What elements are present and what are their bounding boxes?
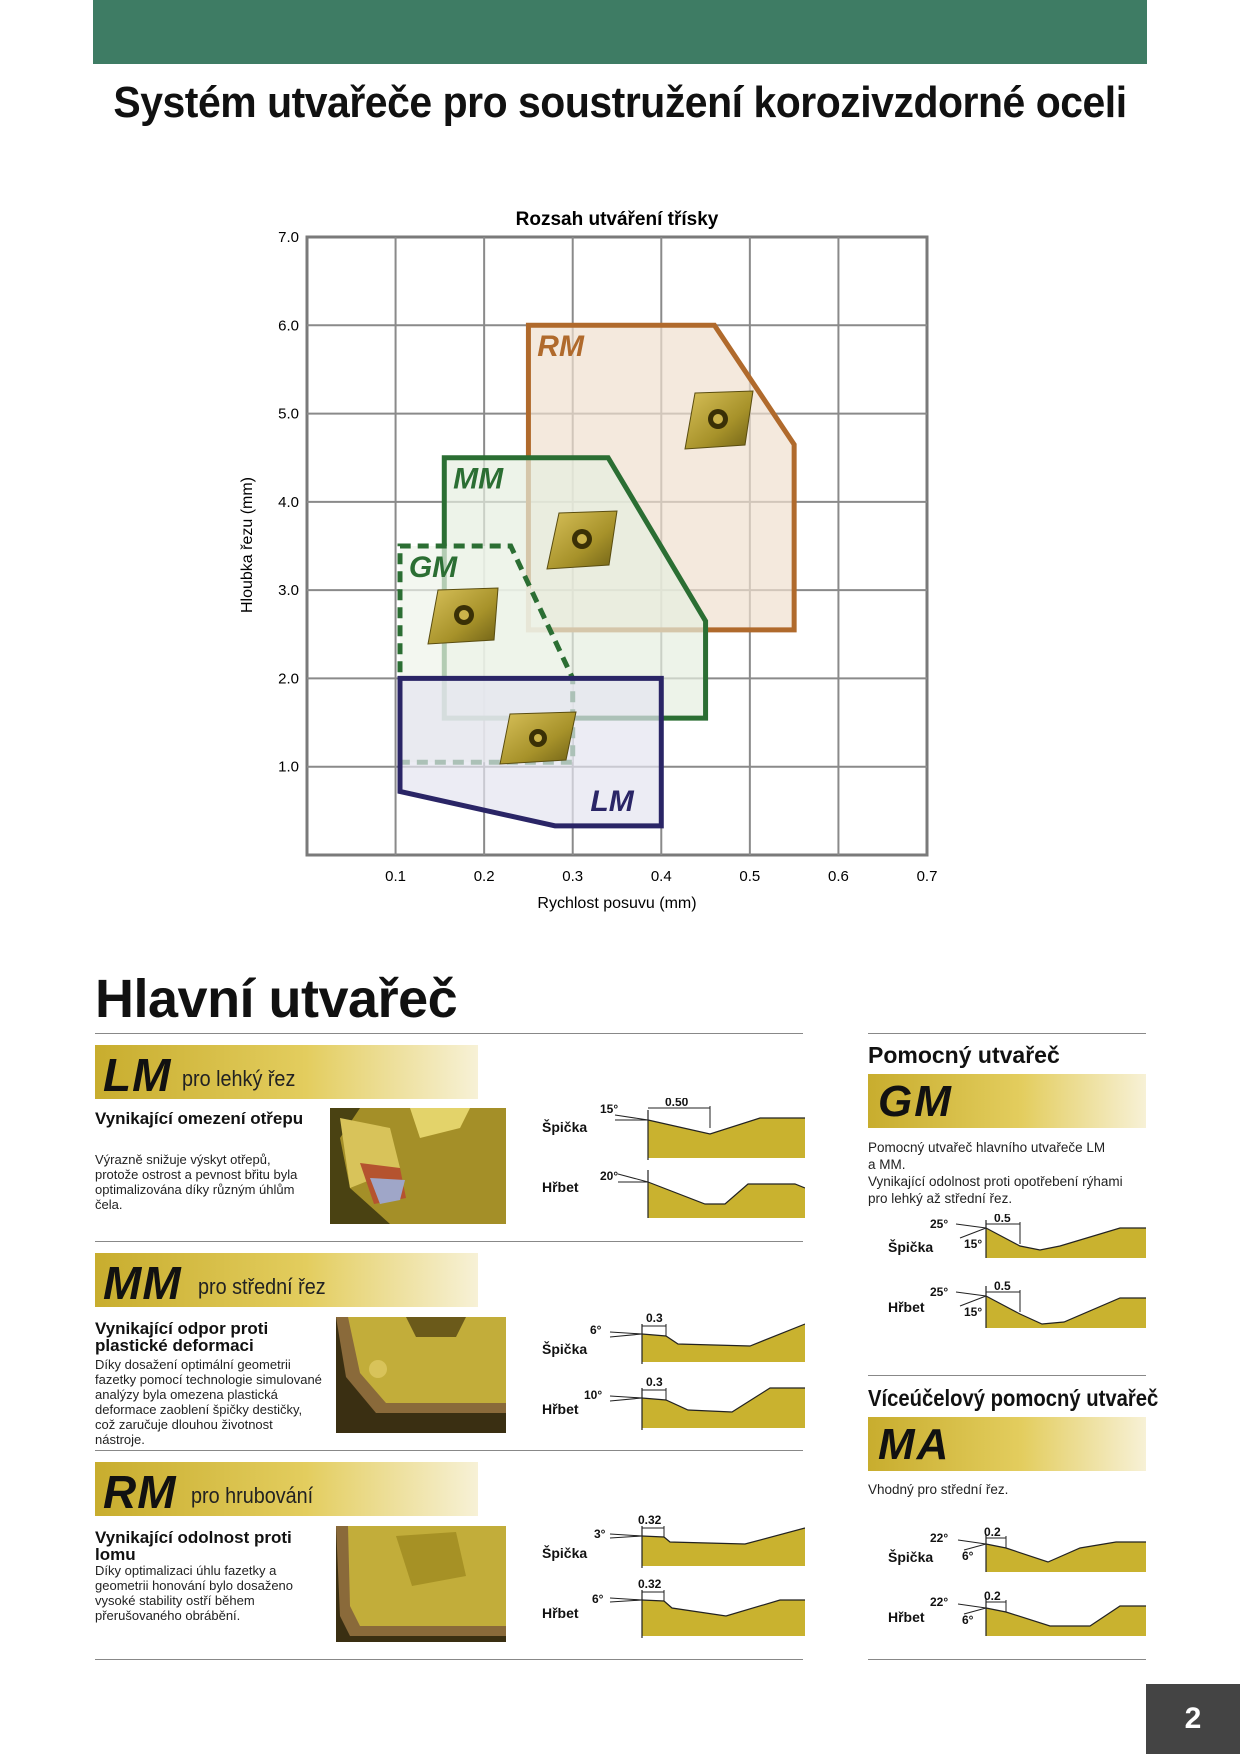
mm-tip-dim: 0.3 bbox=[646, 1311, 663, 1325]
mm-insert-image bbox=[547, 511, 617, 569]
rm-insert-closeup bbox=[336, 1526, 506, 1642]
y-tick-label: 7.0 bbox=[278, 229, 299, 246]
lm-insert-image bbox=[500, 712, 576, 764]
lm-title: Vynikající omezení otřepu bbox=[95, 1109, 304, 1128]
region-label-gm: GM bbox=[408, 550, 458, 584]
lm-insert-closeup bbox=[330, 1108, 506, 1224]
header-bar bbox=[93, 0, 1147, 64]
ma-band bbox=[868, 1417, 1146, 1471]
x-tick-label: 0.6 bbox=[827, 868, 849, 885]
mm-back-angle: 10° bbox=[584, 1388, 603, 1402]
rm-code: RM bbox=[103, 1466, 177, 1518]
divider bbox=[868, 1659, 1146, 1660]
rm-insert-image bbox=[685, 391, 753, 449]
gm-tip-angle-2: 15° bbox=[964, 1237, 983, 1251]
x-tick-label: 0.5 bbox=[739, 868, 761, 885]
rm-edge-profiles bbox=[540, 1510, 805, 1640]
x-tick-label: 0.2 bbox=[473, 868, 495, 885]
ma-back-angle-1: 22° bbox=[930, 1595, 949, 1609]
rm-back-dim: 0.32 bbox=[638, 1577, 662, 1591]
divider bbox=[868, 1033, 1146, 1034]
ma-code: MA bbox=[878, 1420, 951, 1469]
ma-edge-profiles bbox=[880, 1524, 1148, 1648]
mm-tip-angle: 6° bbox=[590, 1323, 602, 1337]
gm-body bbox=[868, 1139, 1158, 1207]
x-axis-label: Rychlost posuvu (mm) bbox=[537, 895, 697, 912]
divider bbox=[95, 1033, 803, 1034]
y-tick-label: 5.0 bbox=[278, 405, 299, 423]
gm-heading: Pomocný utvařeč bbox=[868, 1042, 1060, 1068]
rm-desc: pro hrubování bbox=[191, 1483, 314, 1508]
lm-tip-angle: 15° bbox=[600, 1102, 619, 1116]
ma-back-label: Hřbet bbox=[888, 1609, 925, 1625]
y-tick-label: 4.0 bbox=[278, 493, 299, 511]
gm-body-line: pro lehký až střední řez. bbox=[868, 1191, 1013, 1206]
x-tick-label: 0.7 bbox=[916, 868, 938, 885]
gm-body-line: Vynikající odolnost proti opotřebení rýhami bbox=[868, 1174, 1123, 1189]
gm-back-label: Hřbet bbox=[888, 1299, 925, 1315]
page-title: Systém utvařeče pro soustružení korozivzdorné oceli bbox=[113, 78, 1127, 127]
gm-tip-angle-1: 25° bbox=[930, 1217, 949, 1231]
rm-back-label: Hřbet bbox=[542, 1605, 579, 1621]
divider bbox=[95, 1241, 803, 1242]
y-tick-label: 6.0 bbox=[278, 317, 299, 335]
gm-edge-profiles bbox=[880, 1214, 1148, 1338]
lm-edge-profiles bbox=[540, 1098, 805, 1218]
lm-band bbox=[95, 1045, 478, 1099]
gm-back-angle-1: 25° bbox=[930, 1285, 949, 1299]
mm-desc: pro střední řez bbox=[198, 1274, 326, 1299]
mm-back-dim: 0.3 bbox=[646, 1375, 663, 1389]
lm-tip-label: Špička bbox=[542, 1119, 588, 1135]
lm-code: LM bbox=[103, 1049, 172, 1101]
gm-tip-dim: 0.5 bbox=[994, 1214, 1011, 1225]
rm-tip-angle: 3° bbox=[594, 1527, 606, 1541]
divider bbox=[95, 1450, 803, 1451]
rm-body: Díky optimalizaci úhlu fazetky a geometrii honování bylo dosaženo vysoké stability ostří během přerušovaného obrábění. bbox=[95, 1563, 294, 1623]
mm-tip-label: Špička bbox=[542, 1341, 588, 1357]
region-label-lm: LM bbox=[590, 784, 634, 818]
mm-title: Vynikající odpor proti plastické deformaci bbox=[95, 1319, 269, 1355]
gm-back-angle-2: 15° bbox=[964, 1305, 983, 1319]
mm-band bbox=[95, 1253, 478, 1307]
region-label-mm: MM bbox=[453, 462, 504, 496]
ma-tip-label: Špička bbox=[888, 1549, 934, 1565]
y-axis-label: Hloubka řezu (mm) bbox=[239, 476, 256, 614]
chip-breaking-range-chart bbox=[230, 200, 970, 920]
divider bbox=[95, 1659, 803, 1660]
lm-desc: pro lehký řez bbox=[182, 1066, 296, 1091]
gm-body-line: Pomocný utvařeč hlavního utvařeče LM bbox=[868, 1140, 1106, 1155]
lm-back-angle: 20° bbox=[600, 1169, 619, 1183]
region-label-rm: RM bbox=[537, 330, 584, 364]
gm-insert-image bbox=[428, 588, 498, 644]
mm-back-label: Hřbet bbox=[542, 1401, 579, 1417]
mm-body: Díky dosažení optimální geometrii fazetky pomocí technologie simulované analýzy byla omezena plastická deformace zaoblení špičky destičky, což zaručuje dlouhou životnost nástroje. bbox=[95, 1357, 322, 1447]
ma-tip-angle-2: 6° bbox=[962, 1549, 974, 1563]
ma-heading: Víceúčelový pomocný utvařeč bbox=[868, 1385, 1159, 1411]
mm-insert-closeup bbox=[336, 1317, 506, 1433]
x-tick-label: 0.1 bbox=[385, 868, 407, 885]
chart-title: Rozsah utváření třísky bbox=[515, 209, 719, 230]
ma-tip-dim: 0.2 bbox=[984, 1525, 1001, 1539]
rm-tip-label: Špička bbox=[542, 1545, 588, 1561]
rm-title: Vynikající odolnost proti lomu bbox=[95, 1528, 292, 1564]
lm-body: Výrazně snižuje výskyt otřepů, protože ostrost a pevnost břitu byla optimalizována díky různým úhlům čela. bbox=[95, 1152, 298, 1212]
rm-tip-dim: 0.32 bbox=[638, 1513, 662, 1527]
gm-back-dim: 0.5 bbox=[994, 1279, 1011, 1293]
mm-code: MM bbox=[103, 1257, 182, 1309]
x-tick-label: 0.3 bbox=[562, 868, 584, 885]
rm-back-angle: 6° bbox=[592, 1592, 604, 1606]
y-tick-label: 2.0 bbox=[278, 670, 299, 688]
mm-edge-profiles bbox=[540, 1306, 805, 1434]
ma-back-dim: 0.2 bbox=[984, 1589, 1001, 1603]
rm-band bbox=[95, 1462, 478, 1516]
lm-back-label: Hřbet bbox=[542, 1179, 579, 1195]
ma-back-angle-2: 6° bbox=[962, 1613, 974, 1627]
page-number: 2 bbox=[1146, 1684, 1240, 1754]
ma-tip-angle-1: 22° bbox=[930, 1531, 949, 1545]
gm-band bbox=[868, 1074, 1146, 1128]
lm-tip-dim: 0.50 bbox=[665, 1098, 689, 1109]
divider bbox=[868, 1375, 1146, 1376]
y-tick-label: 1.0 bbox=[278, 758, 299, 776]
y-tick-label: 3.0 bbox=[278, 582, 299, 600]
main-breaker-heading: Hlavní utvařeč bbox=[95, 969, 458, 1029]
gm-tip-label: Špička bbox=[888, 1239, 934, 1255]
gm-code: GM bbox=[878, 1077, 953, 1126]
gm-body-line: a MM. bbox=[868, 1157, 906, 1172]
x-tick-label: 0.4 bbox=[650, 868, 672, 885]
ma-body: Vhodný pro střední řez. bbox=[868, 1482, 1009, 1497]
